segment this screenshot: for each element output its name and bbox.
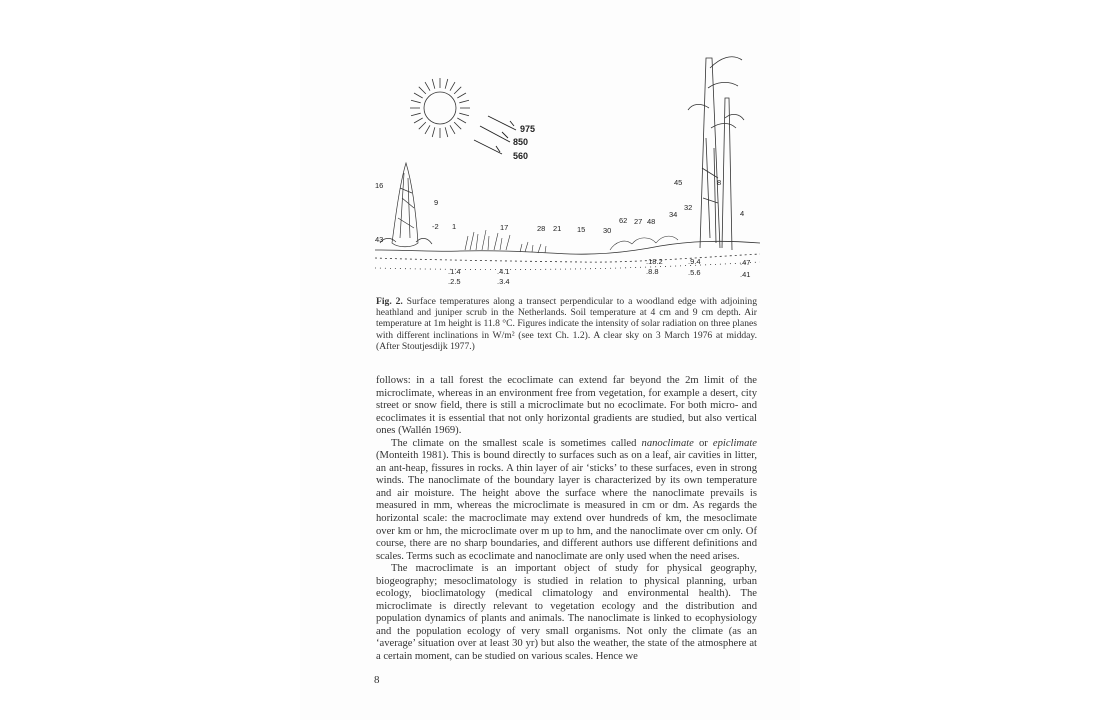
sun-ray xyxy=(445,127,448,137)
label-16: 16 xyxy=(375,181,384,190)
soil-label-5-lower: .41 xyxy=(740,270,751,279)
label-32: 32 xyxy=(684,203,693,212)
sun-ray xyxy=(414,118,423,123)
juniper-shrub xyxy=(380,163,432,247)
sun-ray xyxy=(432,127,435,137)
radiation-label-3: 560 xyxy=(513,151,529,161)
term-epiclimate: epiclimate xyxy=(712,437,758,449)
sun-ray xyxy=(445,79,448,89)
paragraph-3: The macroclimate is an important object of study for physical geography, biogeography; mesoclimatology is studied in relation to physical planning, urban ecology, bioclimatology (medical climatology and environmental health). The microclimate is directly relevant to vegetation ecology and the distribution and population dynamics of plants and animals. The nanoclimate is linked to ecophysiology and the population ecology of very small organisms. Not only the climate (as an ‘average’ situation over at least 30 yr) but also the weather, the state of the atmosphere at a certain moment, can be studied on various scales. Hence we xyxy=(376,563,757,663)
pine-tree xyxy=(688,57,744,250)
sun-ray xyxy=(425,125,430,134)
sun-ray xyxy=(457,118,466,123)
sun-ray xyxy=(457,93,466,98)
sun-ray xyxy=(450,82,455,91)
soil-label-3-lower: .8.8 xyxy=(646,267,659,276)
soil-temperature-labels xyxy=(448,257,750,286)
transect-figure xyxy=(370,38,770,288)
label-21: 21 xyxy=(553,224,562,233)
label-15: 15 xyxy=(577,225,586,234)
sun-ray xyxy=(411,113,421,116)
body-text xyxy=(376,375,757,664)
sun-ray xyxy=(419,87,426,94)
soil-label-1-lower: .2.5 xyxy=(448,277,461,286)
label-9: 9 xyxy=(434,198,439,207)
soil-label-4-lower: .5.6 xyxy=(688,268,701,277)
paragraph-2-rest: (Monteith 1981). This is bound directly to surfaces such as on a leaf, air cavities in litter, an ant-heap, fissures in rocks. A thin layer of air ‘sticks’ to these surfaces, even in strong winds. The nanoclimate of the boundary layer is characterized by its own temperature and air moisture. The height above the surface where the nanoclimate prevails is measured in mm, whereas the microclimate is measured in cm or dm. As regards the horizontal scale: the macroclimate may extend over hundreds of km, the mesoclimate over km or hm, the microclimate over m up to hm, and the nanoclimate over cm only. Of course, there are no sharp boundaries, and different authors use different definitions and scales. Terms such as ecoclimate and nanoclimate are only used when the need arises. xyxy=(376,450,757,562)
label-minus2: -2 xyxy=(432,222,439,231)
soil-label-2-upper: .4.1 xyxy=(497,267,510,276)
ground-profile xyxy=(375,241,760,269)
soil-label-5-upper: .47 xyxy=(740,258,751,267)
heather-vegetation xyxy=(465,230,678,253)
label-17: 17 xyxy=(500,223,509,232)
sun-ray xyxy=(432,79,435,89)
sun-ray xyxy=(411,100,421,103)
soil-label-2-lower: .3.4 xyxy=(497,277,510,286)
label-1: 1 xyxy=(452,222,457,231)
label-48: 48 xyxy=(647,217,656,226)
label-27: 27 xyxy=(634,217,643,226)
radiation-label-1: 975 xyxy=(520,124,536,134)
figure-caption xyxy=(376,296,757,352)
soil-label-1-upper: .1.4 xyxy=(448,267,461,276)
label-45: 45 xyxy=(674,178,683,187)
label-34: 34 xyxy=(669,210,678,219)
paragraph-2-or: or xyxy=(693,437,713,449)
sun-ray xyxy=(454,122,461,129)
caption-text: Surface temperatures along a transect perpendicular to a woodland edge with adjoining heathland and juniper scrub in the Netherlands. Soil temperature at 4 cm and 9 cm depth. Air temperature at 1m height is 11.8 °C. Figures indicate the intensity of solar radiation on three planes with different inclinations in W/m² (see text Ch. 1.2). A clear sky on 3 March 1976 at midday. (After Stoutjesdijk 1977.) xyxy=(376,296,757,352)
sun-icon xyxy=(410,78,470,138)
paragraph-2 xyxy=(376,438,757,563)
term-nanoclimate: nanoclimate xyxy=(641,437,694,449)
radiation-arrows xyxy=(474,116,516,154)
page-number: 8 xyxy=(374,674,380,686)
label-8: 8 xyxy=(717,178,722,187)
label-62: 62 xyxy=(619,216,628,225)
transect-illustration xyxy=(370,38,770,288)
soil-label-3-upper: .18.2 xyxy=(646,257,663,266)
soil-label-4-upper: .9.4 xyxy=(688,257,701,266)
sun-ray xyxy=(459,100,469,103)
surface-temperature-labels xyxy=(375,178,744,244)
sun-ray xyxy=(454,87,461,94)
sun-ray xyxy=(459,113,469,116)
sun-ray xyxy=(419,122,426,129)
sun-ray xyxy=(414,93,423,98)
radiation-label-2: 850 xyxy=(513,137,529,147)
paragraph-2-start: The climate on the smallest scale is sometimes called xyxy=(391,437,642,449)
figure-label: Fig. 2. xyxy=(376,296,403,307)
label-4: 4 xyxy=(740,209,745,218)
label-30: 30 xyxy=(603,226,612,235)
sun-ray xyxy=(450,125,455,134)
sun-ray xyxy=(425,82,430,91)
label-43: 43 xyxy=(375,235,384,244)
paragraph-1: follows: in a tall forest the ecoclimate can extend far beyond the 2m limit of the microclimate, whereas in an environment free from vegetation, for example a desert, city street or snow field, there is still a microclimate but no ecoclimate. For both micro- and ecoclimates it is essential that not only horizontal gradients are studied, but also vertical ones (Wallén 1969). xyxy=(376,375,757,437)
label-28: 28 xyxy=(537,224,546,233)
